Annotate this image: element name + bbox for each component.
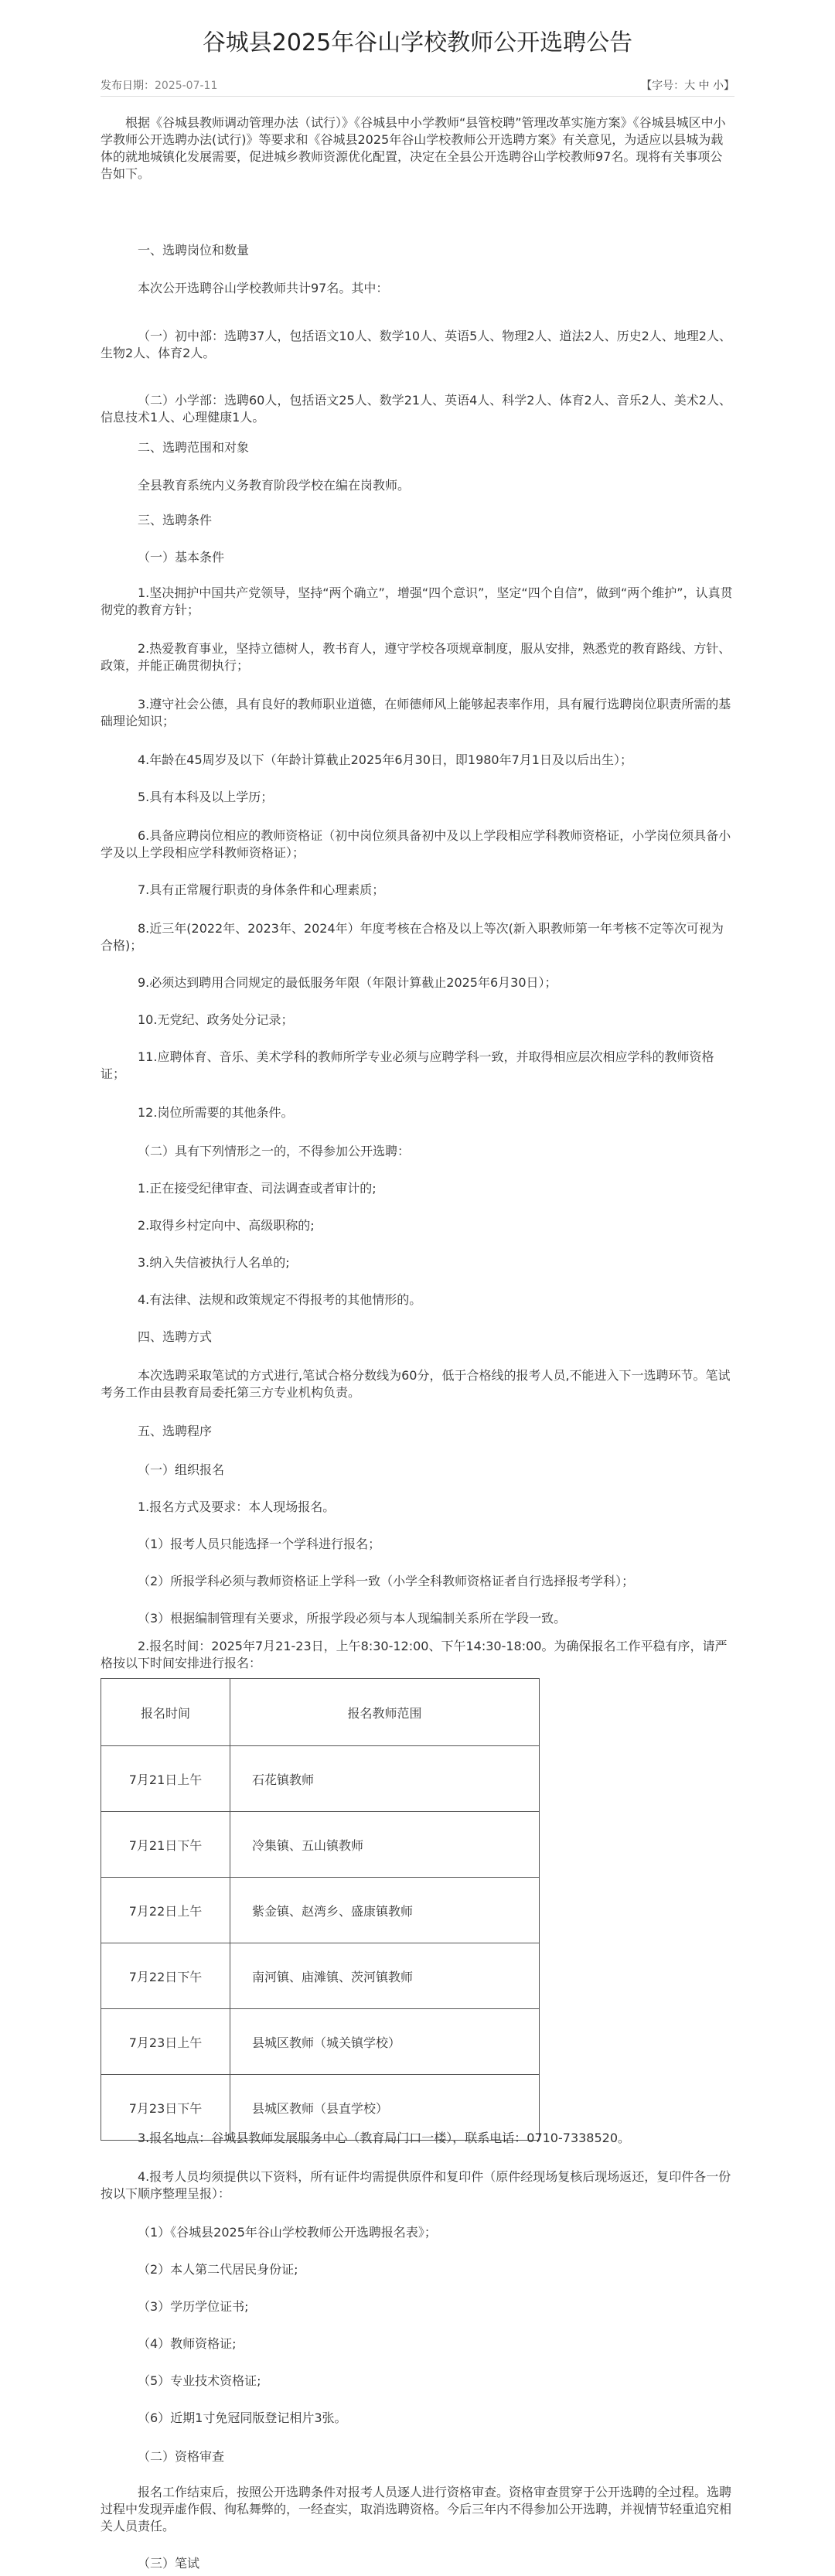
- review-heading: （二）资格审查: [138, 2449, 225, 2464]
- condition-9: 9.必须达到聘用合同规定的最低服务年限（年限计算截止2025年6月30日）；: [138, 975, 557, 990]
- review-text: 报名工作结束后，按照公开选聘条件对报考人员逐人进行资格审查。资格审查贯穿于公开选聘的全过程。选聘过程中发现弄虚作假、徇私舞弊的，一经查实，取消选聘资格。今后三年内不得参加公开选聘，并视情节轻重追究相关人员责任。: [101, 2485, 732, 2533]
- row-time: 7月21日下午: [101, 1812, 230, 1878]
- condition-5: 5.具有本科及以上学历；: [138, 790, 274, 804]
- condition-4: 4.年龄在45周岁及以下（年龄计算截止2025年6月30日，即1980年7月1日及以后出生）；: [138, 752, 632, 767]
- row-scope: 县城区教师（县直学校）: [230, 2075, 540, 2141]
- meta-bar: [101, 74, 734, 97]
- font-large-button[interactable]: 大: [684, 80, 696, 92]
- section-heading-conditions: 三、选聘条件: [138, 513, 213, 527]
- exclusion-3: 3.纳入失信被执行人名单的;: [138, 1255, 290, 1270]
- exclusion-4: 4.有法律、法规和政策规定不得报考的其他情形的。: [138, 1292, 422, 1307]
- row-time: 7月22日上午: [101, 1878, 230, 1943]
- date-value: 2025-07-11: [155, 80, 218, 92]
- registration-rule-2: （2）所报学科必须与教师资格证上学科一致（小学全科教师资格证者自行选择报考学科）；: [138, 1574, 635, 1588]
- condition-11: 11.应聘体育、音乐、美术学科的教师所学专业必须与应聘学科一致，并取得相应层次相应学科的教师资格证；: [101, 1049, 714, 1081]
- material-3: （3）学历学位证书;: [138, 2299, 249, 2314]
- condition-1: 1.坚决拥护中国共产党领导，坚持“两个确立”，增强“四个意识”，坚定“四个自信”，做到“两个维护”，认真贯彻党的教育方针；: [101, 585, 733, 617]
- section-heading-procedure: 五、选聘程序: [138, 1424, 213, 1438]
- condition-10: 10.无党纪、政务处分记录；: [138, 1012, 294, 1027]
- date-label: 发布日期：: [101, 80, 155, 92]
- row-scope: 石花镇教师: [230, 1746, 540, 1812]
- registration-rule-1: （1）报考人员只能选择一个学科进行报名；: [138, 1537, 381, 1551]
- font-label-open: 【字号：: [641, 80, 685, 92]
- material-2: （2）本人第二代居民身份证;: [138, 2262, 298, 2277]
- exclusions-heading: （二）具有下列情形之一的，不得参加公开选聘：: [138, 1144, 411, 1158]
- exam-heading: （三）笔试: [138, 2556, 200, 2571]
- font-label-close: 】: [724, 80, 734, 92]
- header-scope: 报名教师范围: [230, 1679, 540, 1746]
- registration-location: 3.报名地点：谷城县教师发展服务中心（教育局门口一楼），联系电话：0710-7338520。: [138, 2131, 631, 2145]
- section-heading-positions: 一、选聘岗位和数量: [138, 243, 250, 258]
- positions-total: 本次公开选聘谷山学校教师共计97名。其中：: [138, 281, 389, 295]
- exclusion-2: 2.取得乡村定向中、高级职称的;: [138, 1218, 315, 1233]
- section-heading-method: 四、选聘方式: [138, 1329, 213, 1344]
- font-size-switcher: [641, 77, 734, 93]
- table-row: [101, 1746, 540, 1812]
- row-time: 7月23日下午: [101, 2075, 230, 2141]
- registration-method: 1.报名方式及要求：本人现场报名。: [138, 1500, 336, 1514]
- row-time: 7月22日下午: [101, 1943, 230, 2009]
- registration-schedule-table: [101, 1678, 540, 2141]
- registration-time: 2.报名时间：2025年7月21-23日，上午8:30-12:00、下午14:30-18:00。为确保报名工作平稳有序，请严格按以下时间安排进行报名：: [101, 1639, 728, 1670]
- row-scope: 紫金镇、赵湾乡、盛康镇教师: [230, 1878, 540, 1943]
- condition-7: 7.具有正常履行职责的身体条件和心理素质；: [138, 882, 385, 897]
- condition-8: 8.近三年(2022年、2023年、2024年）年度考核在合格及以上等次(新入职教师第一年考核不定等次可视为合格)；: [101, 921, 724, 953]
- table-header-row: [101, 1679, 540, 1746]
- material-6: （6）近期1寸免冠同版登记相片3张。: [138, 2411, 347, 2425]
- header-time: 报名时间: [101, 1679, 230, 1746]
- material-1: （1）《谷城县2025年谷山学校教师公开选聘报名表》；: [138, 2225, 437, 2240]
- table-row: [101, 1943, 540, 2009]
- materials-intro: 4.报考人员均须提供以下资料，所有证件均需提供原件和复印件（原件经现场复核后现场返还，复印件各一份按以下顺序整理呈报）：: [101, 2169, 731, 2201]
- publish-date: [101, 77, 217, 93]
- positions-junior: （一）初中部：选聘37人，包括语文10人、数学10人、英语5人、物理2人、道法2人、历史2人、地理2人、生物2人、体育2人。: [101, 329, 731, 360]
- scope-text: 全县教育系统内义务教育阶段学校在编在岗教师。: [138, 478, 411, 493]
- row-time: 7月21日上午: [101, 1746, 230, 1812]
- table-row: [101, 2009, 540, 2075]
- table-row: [101, 1812, 540, 1878]
- font-small-button[interactable]: 小: [713, 80, 724, 92]
- exclusion-1: 1.正在接受纪律审查、司法调查或者审计的;: [138, 1181, 377, 1196]
- page-title: 谷城县2025年谷山学校教师公开选聘公告: [202, 29, 633, 56]
- table-row: [101, 1878, 540, 1943]
- positions-primary: （二）小学部：选聘60人，包括语文25人、数学21人、英语4人、科学2人、体育2人、音乐2人、美术2人、信息技术1人、心理健康1人。: [101, 393, 731, 425]
- method-text: 本次选聘采取笔试的方式进行,笔试合格分数线为60分，低于合格线的报考人员,不能进入下一选聘环节。笔试考务工作由县教育局委托第三方专业机构负责。: [101, 1368, 731, 1400]
- section-heading-scope: 二、选聘范围和对象: [138, 440, 250, 455]
- row-time: 7月23日上午: [101, 2009, 230, 2075]
- material-4: （4）教师资格证;: [138, 2336, 237, 2351]
- condition-3: 3.遵守社会公德，具有良好的教师职业道德，在师德师风上能够起表率作用，具有履行选聘岗位职责所需的基础理论知识；: [101, 697, 731, 728]
- material-5: （5）专业技术资格证;: [138, 2373, 261, 2388]
- basic-conditions-heading: （一）基本条件: [138, 550, 225, 565]
- condition-2: 2.热爱教育事业，坚持立德树人，教书育人，遵守学校各项规章制度，服从安排，熟悉党的教育路线、方针、政策，并能正确贯彻执行；: [101, 641, 731, 673]
- intro-paragraph: 根据《谷城县教师调动管理办法（试行）》《谷城县中小学教师“县管校聘”管理改革实施方案》《谷城县城区中小学教师公开选聘办法(试行)》等要求和《谷城县2025年谷山学校教师公开选聘方案》有关意见，为适应以县城为载体的就地城镇化发展需要，促进城乡教师资源优化配置，决定在全县公开选聘谷山学校教师97名。现将有关事项公告如下。: [101, 115, 726, 181]
- row-scope: 南河镇、庙滩镇、茨河镇教师: [230, 1943, 540, 2009]
- registration-rule-3: （3）根据编制管理有关要求，所报学段必须与本人现编制关系所在学段一致。: [138, 1611, 567, 1626]
- row-scope: 冷集镇、五山镇教师: [230, 1812, 540, 1878]
- condition-12: 12.岗位所需要的其他条件。: [138, 1105, 294, 1120]
- font-medium-button[interactable]: 中: [698, 80, 710, 92]
- registration-heading: （一）组织报名: [138, 1462, 225, 1477]
- condition-6: 6.具备应聘岗位相应的教师资格证（初中岗位须具备初中及以上学段相应学科教师资格证，小学岗位须具备小学及以上学段相应学科教师资格证）；: [101, 828, 731, 860]
- row-scope: 县城区教师（城关镇学校）: [230, 2009, 540, 2075]
